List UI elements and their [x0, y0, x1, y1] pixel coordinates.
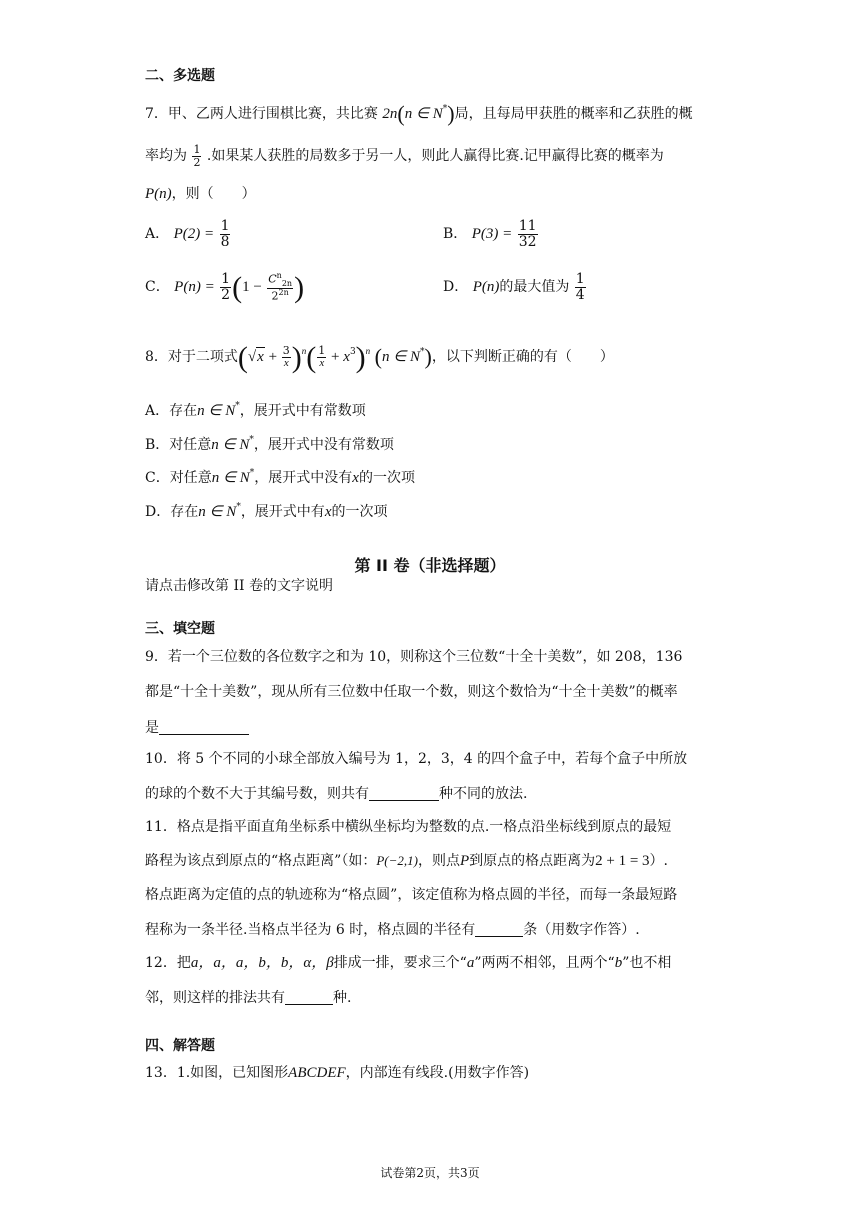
- q8-stem: 8．对于二项式(√x + $\frac{3}{x}$ )$^n$( $\frac{1}{x}$ + $x^3)^n$ (n ∈ N*)，以下判断正确的有（ ）: [145, 341, 614, 374]
- q9-line3: 是: [145, 720, 249, 735]
- q7-option-c-lhs: P(n) =: [174, 279, 215, 296]
- q8-option-d[interactable]: D．存在n ∈ N*，展开式中有x的一次项: [145, 502, 388, 520]
- section-title-multiple-choice: 二、多选题: [145, 68, 215, 84]
- q7-option-c-fraction-half: $\frac{1}{2}$: [221, 271, 231, 303]
- q7-option-c[interactable]: C． P(n) = $\frac{1}{2}$ (1 − $\frac{C^n_{2n}}{2^{2n}}$ ): [145, 271, 305, 305]
- q7-option-d[interactable]: D． P(n)的最大值为 $\frac{1}{4}$: [443, 271, 585, 303]
- q12-answer-blank[interactable]: [285, 990, 333, 1005]
- q9-line2: 都是“十全十美数”，现从所有三位数中任取一个数，则这个数恰为“十全十美数”的概率: [145, 684, 678, 700]
- q7-option-a[interactable]: A． P(2) = $\frac{1}{8}$: [145, 218, 230, 250]
- q7-option-a-fraction: $\frac{1}{8}$: [220, 218, 230, 250]
- part2-title: 第 II 卷（非选择题）: [354, 556, 506, 575]
- q8-option-b[interactable]: B．对任意n ∈ N*，展开式中没有常数项: [145, 435, 394, 453]
- q13-line1: 13．1.如图，已知图形ABCDEF，内部连有线段.(用数字作答): [145, 1065, 530, 1081]
- q11-line3: 格点距离为定值的点的轨迹称为“格点圆”，该定值称为格点圆的半径，而每一条最短路: [145, 887, 678, 903]
- q7-option-c-fraction-binomial: $\frac{C^n_{2n}}{2^{2n}}$: [268, 271, 293, 303]
- q11-answer-blank[interactable]: [475, 922, 523, 937]
- q7-option-c-one-minus: 1 −: [242, 279, 262, 296]
- q7-Pn: P(n): [145, 186, 172, 202]
- q7-fraction-half: $\frac{1}{2}$: [193, 143, 201, 169]
- section-title-fill-in: 三、填空题: [145, 621, 215, 637]
- part2-note[interactable]: 请点击修改第 II 卷的文字说明: [145, 578, 333, 594]
- q7-number: 7．: [145, 106, 168, 122]
- q7-option-b-lhs: P(3) =: [471, 226, 513, 243]
- q8-stem-text-b: ，以下判断正确的有（ ）: [431, 349, 614, 365]
- q11-line2: 路程为该点到原点的“格点距离”（如：P(−2,1)，则点P到原点的格点距离为2 + 1 = 3）.: [145, 853, 668, 869]
- q11-line4: 程称为一条半径.当格点半径为 6 时，格点圆的半径有 条（用数字作答）.: [145, 922, 640, 938]
- q7-option-a-lhs: P(2) =: [173, 226, 215, 243]
- q10-line2: 的球的个数不大于其编号数，则共有 种不同的放法.: [145, 786, 528, 802]
- q7-line2-text-a: 率均为: [145, 148, 187, 165]
- q7-2n: 2n: [382, 106, 398, 122]
- q9-line1: 9．若一个三位数的各位数字之和为 10，则称这个三位数“十全十美数”，如 208，136: [145, 649, 683, 665]
- q12-line2: 邻，则这样的排法共有 种.: [145, 990, 352, 1006]
- q7-option-d-fraction: $\frac{1}{4}$: [575, 271, 585, 303]
- q10-line1: 10．将 5 个不同的小球全部放入编号为 1，2，3，4 的四个盒子中，若每个盒子中所放: [145, 751, 688, 767]
- q7-option-b-fraction: $\frac{11}{32}$: [518, 218, 537, 250]
- q7-option-b[interactable]: B． P(3) = $\frac{11}{32}$: [443, 218, 537, 250]
- page-footer: 试卷第2页，共3页: [380, 1166, 480, 1180]
- q7-line2: [145, 144, 664, 168]
- q7-n-in-N: n ∈ N: [404, 106, 443, 122]
- q7-option-d-Pn: P(n): [472, 279, 500, 296]
- q12-line1: 12．把a，a，a，b，b，α，β排成一排，要求三个“a”两两不相邻，且两个“b”也不相: [145, 955, 672, 971]
- section-title-solution: 四、解答题: [145, 1038, 215, 1054]
- q7-line3-text: ，则（ ）: [171, 186, 256, 202]
- q8-number: 8．: [145, 349, 168, 365]
- q7-option-d-text: 的最大值为: [499, 279, 570, 296]
- q11-line1: 11．格点是指平面直角坐标系中横纵坐标均为整数的点.一格点沿坐标线到原点的最短: [145, 819, 672, 835]
- q10-answer-blank[interactable]: [369, 786, 439, 801]
- q8-stem-text-a: 对于二项式: [167, 349, 238, 365]
- q7-line1-text-a: 甲、乙两人进行围棋比赛，共比赛: [167, 106, 378, 122]
- q7-line2-text-b: .如果某人获胜的局数多于另一人，则此人赢得比赛.记甲赢得比赛的概率为: [206, 148, 664, 165]
- q8-option-a[interactable]: A．存在n ∈ N*，展开式中有常数项: [145, 401, 366, 419]
- q7-line1-text-b: 局，且每局甲获胜的概率和乙获胜的概: [454, 106, 693, 122]
- q7-line1: 7．甲、乙两人进行围棋比赛，共比赛 2n(n ∈ N*)局，且每局甲获胜的概率和乙获胜的概: [145, 101, 693, 126]
- q8-option-c[interactable]: C．对任意n ∈ N*，展开式中没有x的一次项: [145, 468, 415, 486]
- q7-line3: [145, 187, 256, 202]
- q9-answer-blank[interactable]: [159, 720, 249, 735]
